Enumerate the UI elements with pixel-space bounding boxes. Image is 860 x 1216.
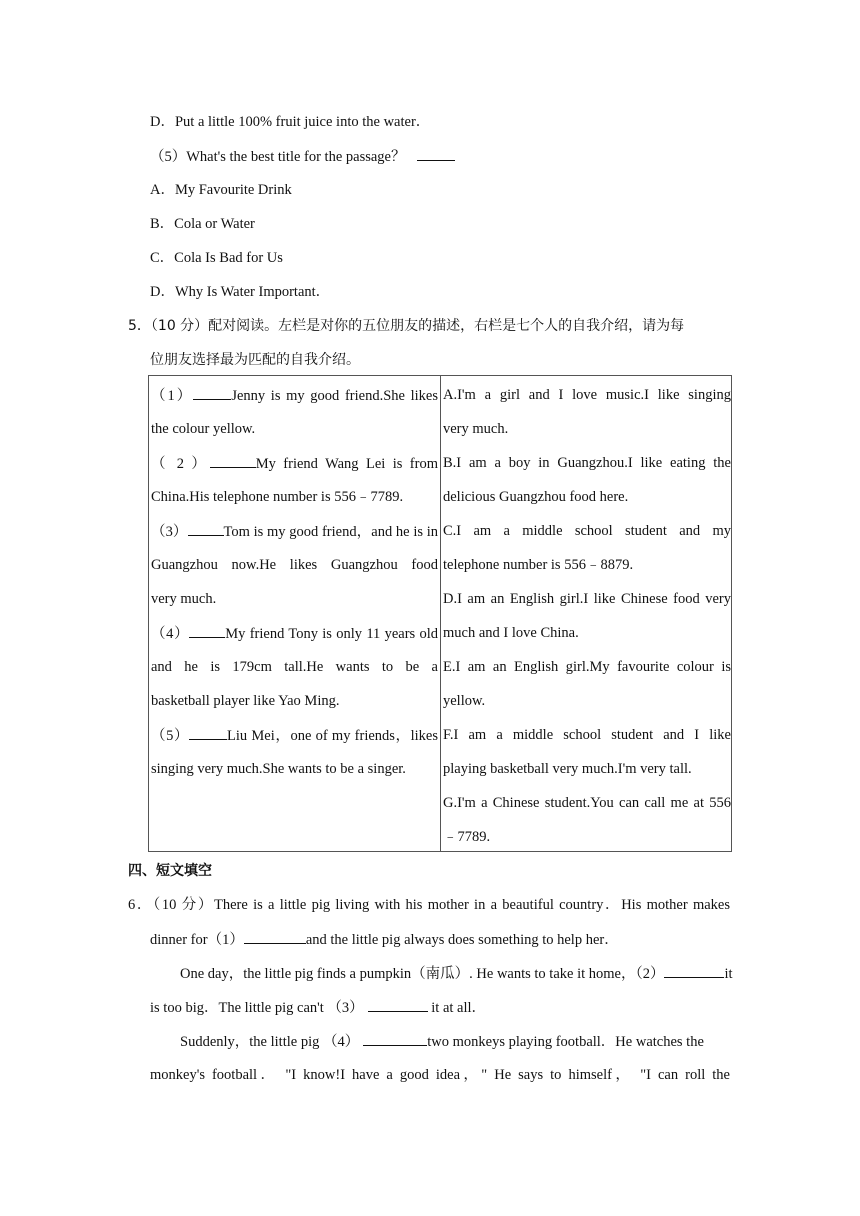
option-d-prev: D．Put a little 100% fruit juice into the water． <box>150 114 431 130</box>
intro-a-line1: A.I'm a girl and I love music.I like singing <box>443 387 731 403</box>
answer-blank-4[interactable] <box>189 623 225 638</box>
passage-blank-3[interactable] <box>368 997 428 1012</box>
option-a: A．My Favourite Drink <box>150 182 292 198</box>
intro-a-line2: very much. <box>443 421 509 437</box>
q6-line3 <box>180 963 733 984</box>
friend-2-line2: China.His telephone number is 556﹣7789. <box>151 489 404 505</box>
answer-blank-3[interactable] <box>188 521 224 536</box>
option-b: B．Cola or Water <box>150 216 255 232</box>
q5-prompt-text: （5）What's the best title for the passage？ <box>150 149 406 165</box>
friend-3-line <box>151 521 438 542</box>
q6-line5-pre: Suddenly，the little pig （4） <box>180 1034 360 1050</box>
q6-line2-post: and the little pig always does something to help her． <box>305 932 619 948</box>
section-heading: 四、短文填空 <box>128 863 212 879</box>
intro-d-line2: much and I love China. <box>443 625 579 641</box>
friend-2-line <box>151 453 438 474</box>
q6-line1-text: 6．（10 分）There is a little pig living with his mother in a beautiful country．His mother makes <box>128 897 730 913</box>
q6-line6-text: monkey's football． "I know!I have a good idea，" He says to himself， "I can roll the <box>150 1067 730 1083</box>
answer-blank-1[interactable] <box>193 385 231 400</box>
matching-table <box>148 375 732 852</box>
intro-c-line2: telephone number is 556﹣8879. <box>443 557 634 573</box>
q6-line3-post: it <box>724 966 733 982</box>
friend-2-text: My friend Wang Lei is from <box>255 456 438 472</box>
q5-intro-line1: 5．（10 分）配对阅读。左栏是对你的五位朋友的描述，右栏是七个人的自我介绍，请为每 <box>128 318 685 334</box>
friend-3-line3: very much. <box>151 591 217 607</box>
q5-title-prompt <box>150 146 455 167</box>
friend-4-line2: and he is 179cm tall.He wants to be a <box>151 659 438 675</box>
q6-line4-post: it at all． <box>427 1000 487 1016</box>
option-d: D．Why Is Water Important． <box>150 284 331 300</box>
answer-blank-5[interactable] <box>189 725 227 740</box>
friend-1-line <box>151 385 438 406</box>
friend-4-line3: basketball player like Yao Ming. <box>151 693 340 709</box>
friend-4-text: My friend Tony is only 11 years old <box>225 626 439 642</box>
q5-intro-line2: 位朋友选择最为匹配的自我介绍。 <box>150 352 360 368</box>
friend-5-line <box>151 725 438 746</box>
item-number: （5） <box>151 728 190 744</box>
intro-b-line1: B.I am a boy in Guangzhou.I like eating the <box>443 455 731 471</box>
friend-5-text: Liu Mei，one of my friends，likes <box>227 728 439 744</box>
friend-1-line2: the colour yellow. <box>151 421 256 437</box>
item-number: （4） <box>151 626 190 642</box>
q6-line4-pre: is too big．The little pig can't （3） <box>150 1000 364 1016</box>
passage-blank-1[interactable] <box>244 929 306 944</box>
friend-4-line <box>151 623 438 644</box>
intro-e-line2: yellow. <box>443 693 486 709</box>
passage-blank-4[interactable] <box>363 1031 427 1046</box>
q6-line3-pre: One day，the little pig finds a pumpkin（南瓜）. He wants to take it home，（2） <box>180 966 665 982</box>
q6-line1 <box>128 895 730 915</box>
friend-3-line2: Guangzhou now.He likes Guangzhou food <box>151 557 438 573</box>
item-number: （ 2 ） <box>151 456 210 472</box>
q6-line6 <box>150 1065 730 1085</box>
q6-line2-pre: dinner for（1） <box>150 932 244 948</box>
q6-line5 <box>180 1031 704 1052</box>
q6-line5-post: two monkeys playing football．He watches the <box>427 1034 704 1050</box>
intro-c-line1: C.I am a middle school student and my <box>443 523 731 539</box>
friend-5-line2: singing very much.She wants to be a singer. <box>151 761 406 777</box>
intro-f-line2: playing basketball very much.I'm very tall. <box>443 761 692 777</box>
intro-b-line2: delicious Guangzhou food here. <box>443 489 629 505</box>
intro-d-line1: D.I am an English girl.I like Chinese food very <box>443 591 731 607</box>
passage-blank-2[interactable] <box>664 963 724 978</box>
intro-g-line2: ﹣7789. <box>443 829 491 845</box>
option-c: C．Cola Is Bad for Us <box>150 250 283 266</box>
item-number: （3） <box>151 524 188 540</box>
q6-line4 <box>150 997 486 1018</box>
answer-blank[interactable] <box>417 146 455 161</box>
q6-line2 <box>150 929 619 950</box>
intro-f-line1: F.I am a middle school student and I like <box>443 727 731 743</box>
intro-g-line1: G.I'm a Chinese student.You can call me at 556 <box>443 795 731 811</box>
item-number: （1） <box>151 388 194 404</box>
intro-e-line1: E.I am an English girl.My favourite colour is <box>443 659 731 675</box>
friend-1-text: Jenny is my good friend.She likes <box>231 388 438 404</box>
friend-3-text: Tom is my good friend，and he is in <box>223 524 438 540</box>
column-divider <box>440 376 441 851</box>
answer-blank-2[interactable] <box>210 453 256 468</box>
